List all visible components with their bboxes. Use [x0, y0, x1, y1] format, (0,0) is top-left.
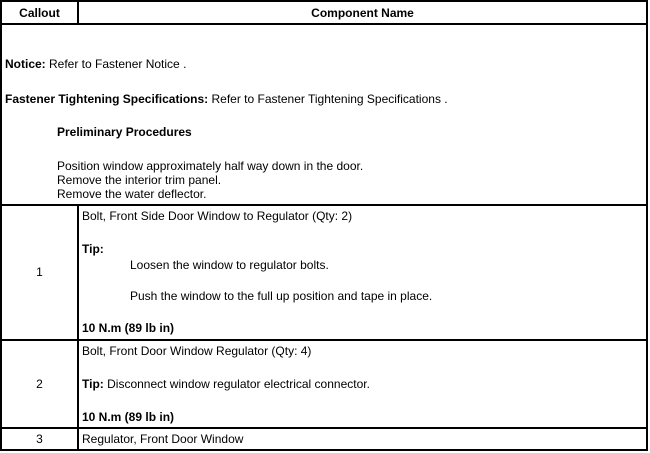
- header-component-name: Component Name: [311, 6, 414, 20]
- row-1-tip-line-1: Loosen the window to regulator bolts.: [130, 258, 329, 272]
- row-1-tip-line-2: Push the window to the full up position and tape in place.: [130, 289, 433, 303]
- step-1: Position window approximately half way down in the door.: [57, 159, 364, 173]
- step-2: Remove the interior trim panel.: [57, 173, 222, 187]
- fastener-label: Fastener Tightening Specifications:: [5, 92, 209, 106]
- row-3-callout: 3: [36, 432, 43, 446]
- fastener-text: Refer to Fastener Tightening Specifications .: [208, 92, 448, 106]
- notice-line: [5, 57, 186, 71]
- header-divider: [2, 23, 646, 25]
- row-1-component: Bolt, Front Side Door Window to Regulator (Qty: 2): [82, 209, 353, 223]
- col-divider-header: [77, 2, 79, 24]
- row-1-torque: 10 N.m (89 lb in): [82, 321, 175, 335]
- row-2-component: Bolt, Front Door Window Regulator (Qty: 4): [82, 344, 312, 358]
- preliminary-title: Preliminary Procedures: [57, 125, 192, 139]
- row-2-callout: 2: [36, 377, 43, 391]
- notice-label: Notice:: [5, 57, 46, 71]
- notice-text: Refer to Fastener Notice .: [45, 57, 187, 71]
- row-1-callout: 1: [36, 265, 43, 279]
- row-divider-intro: [2, 204, 646, 206]
- step-3: Remove the water deflector.: [57, 187, 207, 201]
- row-2-tip-label: Tip:: [82, 377, 104, 391]
- row-2-tip-line: [82, 377, 370, 391]
- col-divider-body: [77, 204, 79, 449]
- row-divider-2: [2, 427, 646, 429]
- row-2-tip-text: Disconnect window regulator electrical connector.: [103, 377, 370, 391]
- row-2-torque: 10 N.m (89 lb in): [82, 410, 175, 424]
- row-1-tip-label: Tip:: [82, 242, 104, 256]
- row-divider-1: [2, 339, 646, 341]
- fastener-line: [5, 92, 448, 106]
- header-callout: Callout: [19, 6, 60, 20]
- row-3-component: Regulator, Front Door Window: [82, 432, 244, 446]
